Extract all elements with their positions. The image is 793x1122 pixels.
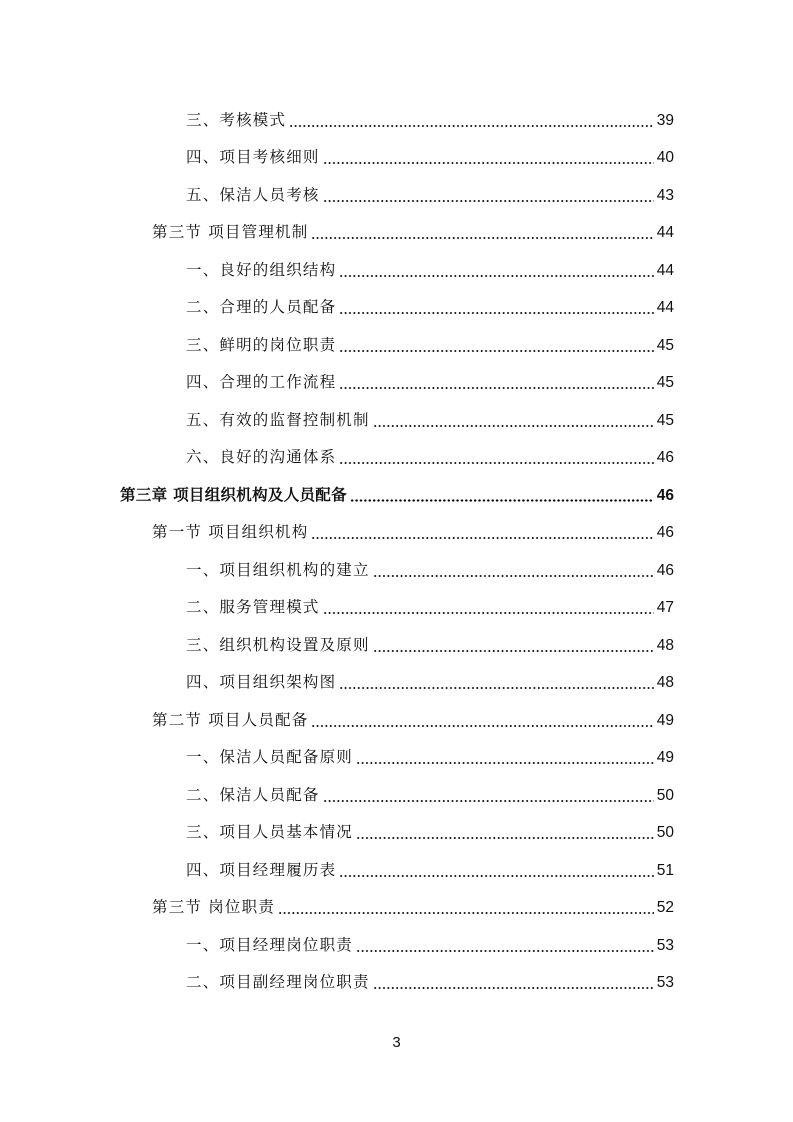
dot-leader [373,650,654,652]
toc-entry-title: 五、保洁人员考核 [186,185,320,204]
toc-entry-title: 第二节 项目人员配备 [152,710,309,729]
toc-entry-page: 45 [656,336,674,354]
toc-entry-title: 一、项目组织机构的建立 [186,560,370,579]
dot-leader [356,837,654,839]
toc-entry[interactable] [186,365,674,402]
dot-leader [339,275,654,277]
dot-leader [339,462,654,464]
toc-entry-title: 二、保洁人员配备 [186,785,320,804]
toc-entry-page: 49 [656,749,674,767]
dot-leader [311,237,654,239]
toc-entry-title: 一、良好的组织结构 [186,260,337,279]
toc-entry-page: 47 [656,599,674,617]
dot-leader [339,350,654,352]
toc-section-entry[interactable] [152,215,674,252]
dot-leader [373,575,654,577]
toc-entry-page: 48 [656,674,674,692]
dot-leader [339,875,654,877]
dot-leader [323,612,654,614]
toc-entry[interactable] [186,552,674,589]
dot-leader [339,387,654,389]
toc-entry-page: 50 [656,824,674,842]
toc-entry-page: 49 [656,711,674,729]
toc-entry-page: 39 [656,111,674,129]
toc-entry-title: 五、有效的监督控制机制 [186,410,370,429]
toc-entry[interactable] [186,590,674,627]
toc-entry[interactable] [186,102,674,139]
toc-entry-title: 一、保洁人员配备原则 [186,748,354,767]
toc-entry[interactable] [186,140,674,177]
toc-entry-title: 第三节 项目管理机制 [152,223,309,242]
toc-chapter-entry[interactable] [120,477,674,514]
toc-entry[interactable] [186,740,674,777]
toc-entry-title: 三、组织机构设置及原则 [186,635,370,654]
toc-section-entry[interactable] [152,515,674,552]
toc-entry-page: 44 [656,224,674,242]
toc-entry-title: 四、项目经理履历表 [186,860,337,879]
toc-entry[interactable] [186,402,674,439]
toc-entry-page: 44 [656,299,674,317]
toc-entry[interactable] [186,627,674,664]
dot-leader [339,312,654,314]
toc-entry-title: 第三章 项目组织机构及人员配备 [120,485,347,504]
dot-leader [339,687,654,689]
toc-entry-title: 二、合理的人员配备 [186,298,337,317]
dot-leader [311,725,654,727]
toc-entry-page: 45 [656,374,674,392]
toc-entry[interactable] [186,777,674,814]
toc-entry-page: 45 [656,411,674,429]
toc-entry-page: 53 [656,936,674,954]
toc-entry-title: 三、鲜明的岗位职责 [186,335,337,354]
toc-entry-page: 53 [656,974,674,992]
dot-leader [323,162,654,164]
dot-leader [356,950,654,952]
toc-entry-page: 44 [656,261,674,279]
dot-leader [278,912,654,914]
toc-entry[interactable] [186,965,674,1002]
toc-entry-title: 四、项目考核细则 [186,148,320,167]
toc-entry[interactable] [186,852,674,889]
dot-leader [323,200,654,202]
toc-entry-page: 46 [656,449,674,467]
page-number: 3 [392,1034,401,1051]
dot-leader [323,800,654,802]
toc-entry-page: 52 [656,899,674,917]
toc-entry-title: 三、项目人员基本情况 [186,823,354,842]
toc-entry[interactable] [186,290,674,327]
toc-entry[interactable] [186,177,674,214]
toc-entry-title: 四、项目组织架构图 [186,673,337,692]
toc-section-entry[interactable] [152,702,674,739]
toc-entry-page: 51 [656,861,674,879]
toc-entry-title: 第一节 项目组织机构 [152,523,309,542]
toc-entry[interactable] [186,252,674,289]
dot-leader [289,125,654,127]
toc-entry-title: 六、良好的沟通体系 [186,448,337,467]
toc-entry-title: 二、服务管理模式 [186,598,320,617]
toc-entry-title: 三、考核模式 [186,110,287,129]
toc-entry-page: 40 [656,149,674,167]
toc-entry-title: 一、项目经理岗位职责 [186,935,354,954]
toc-entry-page: 46 [656,486,674,504]
toc-entry[interactable] [186,815,674,852]
dot-leader [356,762,654,764]
toc-entry-page: 50 [656,786,674,804]
toc-section-entry[interactable] [152,890,674,927]
dot-leader [373,987,654,989]
toc-entry[interactable] [186,440,674,477]
toc-entry-page: 46 [656,561,674,579]
toc-entry[interactable] [186,327,674,364]
toc-entry[interactable] [186,927,674,964]
toc-entry[interactable] [186,665,674,702]
dot-leader [311,537,654,539]
toc-entry-page: 48 [656,636,674,654]
toc-entry-title: 四、合理的工作流程 [186,373,337,392]
toc-entry-page: 43 [656,186,674,204]
dot-leader [373,425,654,427]
toc-entry-title: 二、项目副经理岗位职责 [186,973,370,992]
toc-entry-title: 第三节 岗位职责 [152,898,276,917]
toc-entry-page: 46 [656,524,674,542]
dot-leader [350,499,654,502]
